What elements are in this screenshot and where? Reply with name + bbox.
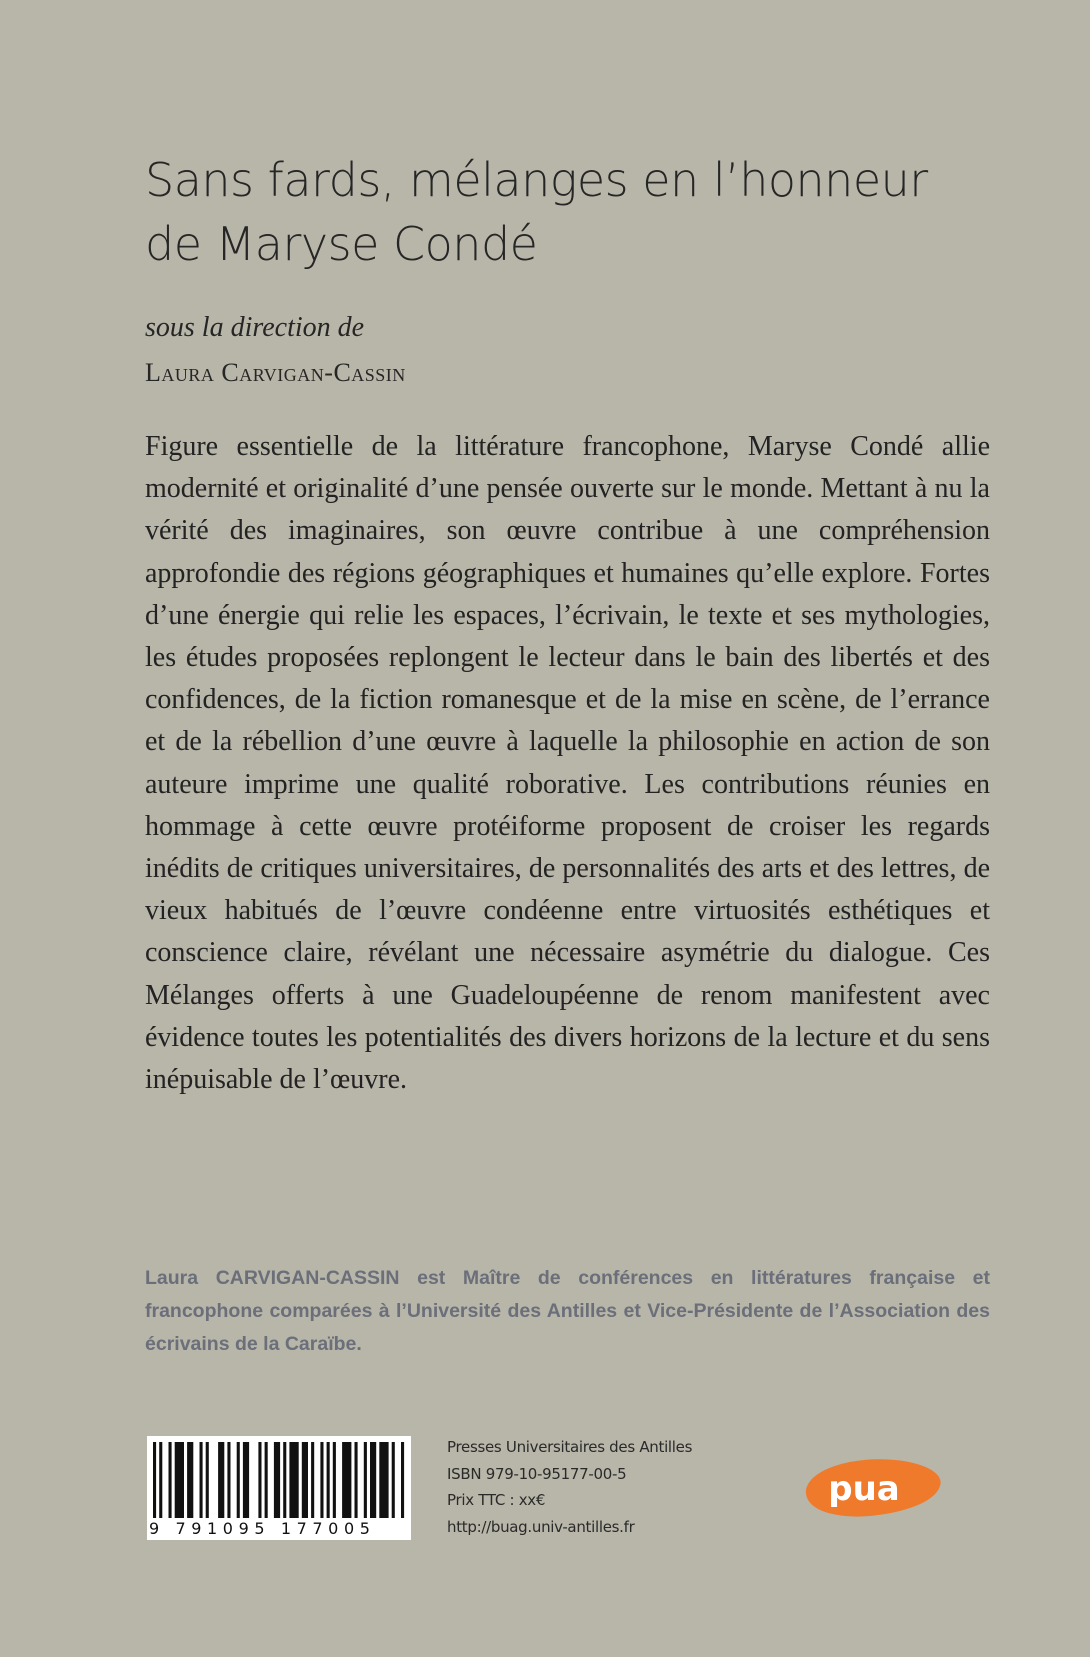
publisher-name: Presses Universitaires des Antilles [447, 1438, 693, 1456]
barcode-bars [147, 1436, 411, 1520]
editor-bio: Laura CARVIGAN-CASSIN est Maître de conférences en littératures française et francophone comparées à l’Université des Antilles et Vice-Présidente de l’Association des écrivains de la Caraïbe. [145, 1267, 990, 1355]
direction-label: sous la direction de [145, 312, 365, 343]
publisher-price: Prix TTC : xx€ [447, 1491, 546, 1509]
book-summary: Figure essentielle de la littérature francophone, Maryse Condé allie modernité et originalité d’une pensée ouverte sur le monde. Mettant à nu la vérité des imaginaires, son œuvre contribue à une compréhension approfondie des régions géographiques et humaines qu’elle explore. Fortes d’une énergie qui relie les espaces, l’écrivain, le texte et ses mythologies, les études proposées replongent le lecteur dans le bain des libertés et des confidences, de la fiction romanesque et de la mise en scène, de l’errance et de la rébellion d’une œuvre à laquelle la philosophie en action de son auteure imprime une qualité roborative. Les contributions réunies en hommage à cette œuvre protéiforme proposent de croiser les regards inédits de critiques universitaires, de personnalités des arts et des lettres, de vieux habitués de l’œuvre condéenne entre virtuosités esthétiques et conscience claire, révélant une nécessaire asymétrie du dialogue. Ces Mélanges offerts à une Guadeloupéenne de renom manifestent avec évidence toutes les potentialités des divers horizons de la lecture et du sens inépuisable de l’œuvre. [145, 431, 990, 1096]
pua-logo [800, 1450, 948, 1524]
publisher-url[interactable]: http://buag.univ-antilles.fr [447, 1517, 635, 1536]
editor-name: Laura Carvigan-Cassin [145, 358, 406, 387]
isbn-barcode [147, 1436, 411, 1540]
book-title-line-2: de Maryse Condé [145, 217, 538, 271]
book-title-line-1: Sans fards, mélanges en l’honneur [145, 153, 928, 207]
publisher-isbn: ISBN 979-10-95177-00-5 [447, 1464, 627, 1483]
barcode-number: 9 791095 177005 [149, 1520, 409, 1538]
book-title [145, 148, 1005, 276]
pua-logo-text: pua [828, 1469, 900, 1509]
publisher-info [447, 1434, 692, 1540]
pua-logo-icon [800, 1450, 948, 1524]
